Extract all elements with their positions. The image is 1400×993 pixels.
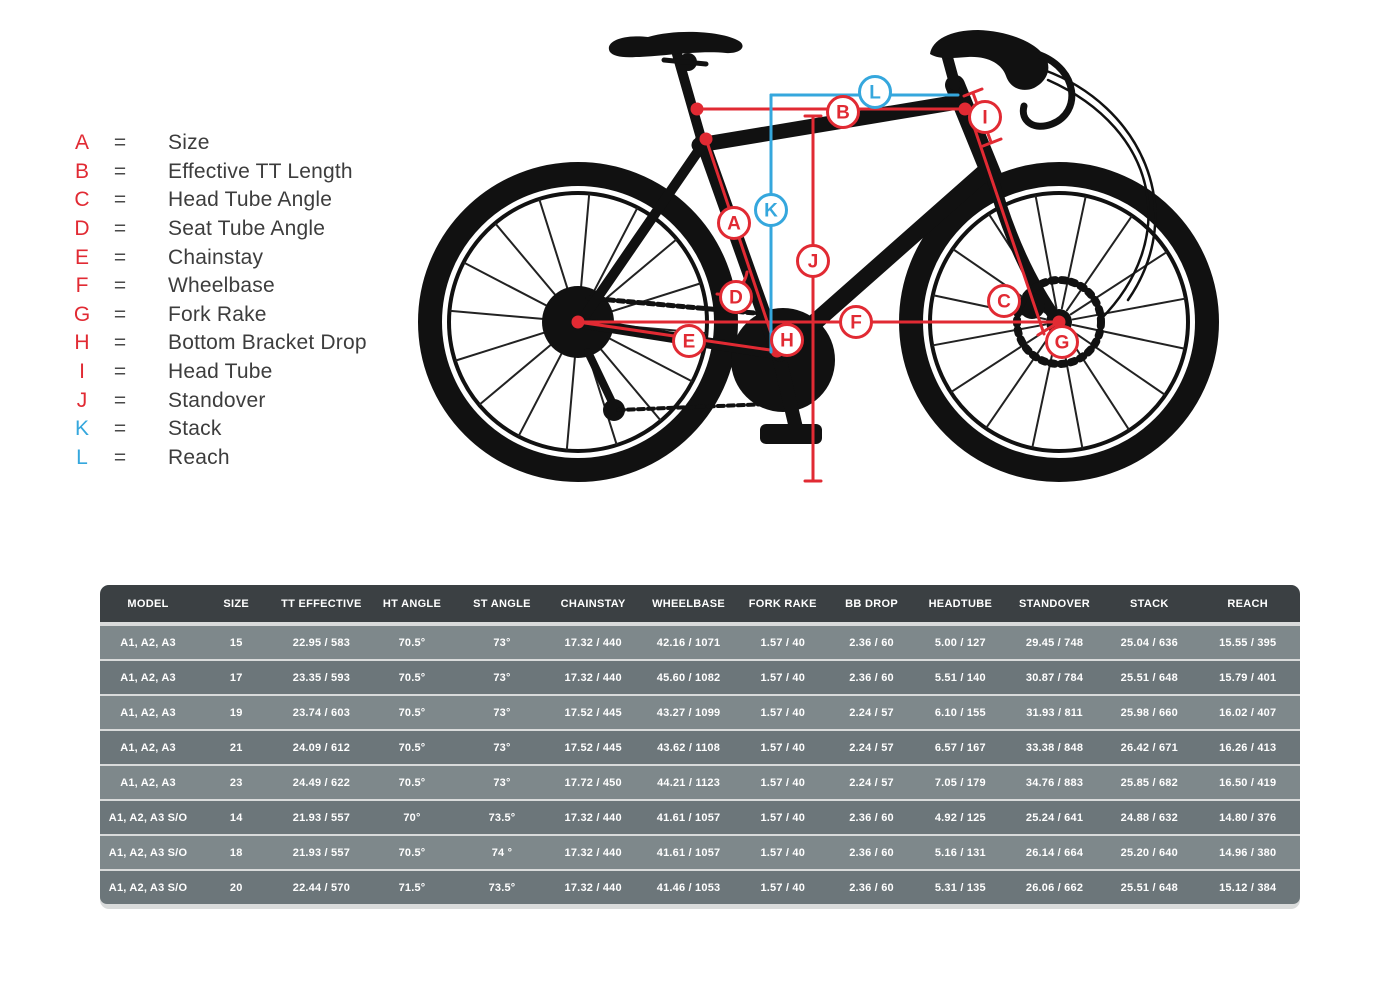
table-cell: 21	[229, 741, 243, 754]
table-cell: 2.24 / 57	[849, 776, 894, 789]
table-cell: 17.72 / 450	[564, 776, 622, 789]
table-cell: 15.12 / 384	[1219, 881, 1277, 894]
table-cell: A1, A2, A3	[120, 671, 176, 684]
table-cell: A1, A2, A3	[120, 741, 176, 754]
table-cell: 25.85 / 682	[1120, 776, 1178, 789]
table-cell: 16.50 / 419	[1219, 776, 1277, 789]
table-cell: 1.57 / 40	[760, 776, 806, 789]
callout-letter: D	[729, 287, 743, 309]
table-cell: 1.57 / 40	[760, 706, 806, 719]
table-cell: 41.46 / 1053	[656, 881, 721, 894]
table-cell: 44.21 / 1123	[657, 776, 721, 789]
callout-H	[772, 325, 803, 356]
column-header: HEADTUBE	[928, 597, 993, 610]
table-cell: 2.36 / 60	[849, 671, 894, 684]
table-cell: 2.36 / 60	[849, 636, 894, 649]
legend-label: Reach	[168, 445, 230, 469]
column-header: ST ANGLE	[473, 597, 531, 610]
table-cell: 23	[229, 776, 243, 789]
callout-letter: E	[682, 331, 696, 353]
saddle-rail	[664, 60, 706, 64]
geometry-table	[100, 585, 1300, 909]
table-row	[100, 626, 1300, 659]
table-cell: 73°	[493, 671, 511, 684]
table-cell: 1.57 / 40	[760, 811, 806, 824]
table-cell: 5.16 / 131	[934, 846, 986, 859]
table-cell: 17.32 / 440	[564, 671, 622, 684]
table-cell: 70.5°	[398, 741, 426, 754]
table-cell: 31.93 / 811	[1026, 706, 1083, 719]
table-cell: 73°	[493, 636, 511, 649]
column-header: FORK RAKE	[748, 597, 817, 610]
callout-I	[970, 102, 1001, 133]
table-cell: 2.36 / 60	[849, 881, 894, 894]
callout-F	[841, 307, 872, 338]
table-cell: 25.20 / 640	[1120, 846, 1178, 859]
column-header: MODEL	[127, 597, 169, 610]
legend-label: Chainstay	[168, 245, 264, 269]
table-cell: 29.45 / 748	[1025, 636, 1084, 649]
spoke	[1073, 325, 1185, 349]
table-cell: 23.74 / 603	[292, 706, 351, 719]
legend-equals: =	[113, 302, 127, 326]
table-cell: 15.55 / 395	[1219, 636, 1277, 649]
table-cell: 16.26 / 413	[1219, 741, 1277, 754]
table-cell: 17.52 / 445	[564, 741, 622, 754]
table-cell: 1.57 / 40	[760, 881, 806, 894]
table-cell: 25.04 / 636	[1120, 636, 1178, 649]
table-cell: 21.93 / 557	[292, 846, 351, 859]
table-cell: 17	[229, 671, 243, 684]
table-cell: 4.92 / 125	[934, 811, 986, 824]
table-cell: 70.5°	[398, 776, 426, 789]
column-header: BB DROP	[845, 597, 898, 610]
table-cell: 41.61 / 1057	[656, 811, 721, 824]
table-cell: 17.52 / 445	[564, 706, 622, 719]
table-cell: 73.5°	[488, 811, 516, 824]
saddle	[609, 32, 743, 57]
column-header: CHAINSTAY	[560, 597, 626, 610]
callout-K	[756, 195, 787, 226]
legend-equals: =	[113, 360, 127, 384]
table-cell: 1.57 / 40	[760, 741, 806, 754]
table-row	[100, 661, 1300, 694]
table-cell: 70.5°	[398, 671, 426, 684]
legend-letter: K	[74, 417, 89, 441]
table-cell: 22.44 / 570	[292, 881, 351, 894]
table-cell: 43.62 / 1108	[657, 741, 721, 754]
callout-letter: B	[836, 102, 850, 124]
column-header: SIZE	[223, 597, 250, 610]
table-cell: 73°	[493, 741, 511, 754]
callout-letter: C	[997, 291, 1011, 313]
callout-letter: L	[869, 82, 881, 104]
table-cell: 26.14 / 664	[1025, 846, 1084, 859]
legend-label: Effective TT Length	[168, 159, 353, 183]
table-cell: 6.57 / 167	[934, 741, 986, 754]
legend-letter: B	[74, 159, 89, 183]
table-cell: 1.57 / 40	[760, 846, 806, 859]
legend-label: Bottom Bracket Drop	[168, 331, 367, 355]
callout-letter: K	[764, 200, 778, 222]
callout-L	[860, 77, 891, 108]
legend-label: Stack	[168, 417, 222, 441]
table-cell: 23.35 / 593	[292, 671, 351, 684]
legend-letter: D	[74, 217, 90, 241]
table-cell: 25.51 / 648	[1120, 671, 1178, 684]
table-cell: 45.60 / 1082	[656, 671, 721, 684]
table-cell: 15	[229, 636, 243, 649]
legend-equals: =	[113, 274, 127, 298]
table-cell: 42.16 / 1071	[656, 636, 721, 649]
table-cell: A1, A2, A3	[120, 636, 176, 649]
table-row	[100, 696, 1300, 729]
table-cell: 14.80 / 376	[1219, 811, 1277, 824]
table-cell: 41.61 / 1057	[656, 846, 721, 859]
table-cell: 2.24 / 57	[849, 706, 894, 719]
table-cell: A1, A2, A3 S/O	[108, 846, 188, 859]
measurement-lines	[572, 89, 1066, 481]
legend-label: Wheelbase	[168, 274, 275, 298]
callout-letter: G	[1054, 332, 1070, 354]
legend-equals: =	[113, 159, 127, 183]
legend-letter: E	[74, 245, 89, 269]
legend-equals: =	[113, 217, 127, 241]
table-cell: 16.02 / 407	[1219, 706, 1277, 719]
legend-letter: H	[74, 331, 90, 355]
table-row	[100, 731, 1300, 764]
callout-A	[719, 208, 750, 239]
column-header: STACK	[1130, 597, 1169, 610]
table-cell: 25.98 / 660	[1120, 706, 1178, 719]
legend-letter: I	[79, 360, 85, 384]
column-header: TT EFFECTIVE	[281, 597, 362, 610]
table-cell: 74 °	[491, 846, 513, 859]
table-cell: 5.51 / 140	[934, 671, 986, 684]
legend-label: Seat Tube Angle	[168, 217, 326, 241]
table-row	[100, 766, 1300, 799]
table-cell: 26.06 / 662	[1025, 881, 1084, 894]
table-cell: 7.05 / 179	[934, 776, 986, 789]
callout-letter: F	[850, 312, 862, 334]
legend-equals: =	[113, 445, 127, 469]
table-cell: 73°	[493, 706, 511, 719]
legend-label: Head Tube Angle	[168, 188, 333, 212]
table-cell: 73.5°	[488, 881, 516, 894]
table-body	[100, 626, 1300, 904]
legend-label: Size	[168, 131, 210, 155]
legend-equals: =	[113, 245, 127, 269]
legend-equals: =	[113, 417, 127, 441]
legend-label: Fork Rake	[168, 302, 267, 326]
callout-C	[989, 286, 1020, 317]
dot-rear-hub	[572, 316, 585, 329]
table-cell: A1, A2, A3	[120, 706, 176, 719]
table-cell: 6.10 / 155	[934, 706, 986, 719]
legend-equals: =	[113, 388, 127, 412]
callout-J	[798, 246, 829, 277]
table-cell: A1, A2, A3 S/O	[108, 811, 188, 824]
table-cell: 21.93 / 557	[292, 811, 351, 824]
table-cell: 2.24 / 57	[849, 741, 894, 754]
legend-letter: J	[76, 388, 88, 412]
table-cell: 71.5°	[398, 881, 426, 894]
column-header: REACH	[1227, 597, 1268, 610]
table-cell: 17.32 / 440	[564, 636, 622, 649]
table-cell: 22.95 / 583	[292, 636, 351, 649]
table-cell: 14.96 / 380	[1219, 846, 1277, 859]
table-cell: 24.49 / 622	[292, 776, 351, 789]
callout-G	[1047, 327, 1078, 358]
legend-letter: L	[76, 445, 88, 469]
legend-equals: =	[113, 131, 127, 155]
table-cell: 34.76 / 883	[1025, 776, 1084, 789]
table-cell: 2.36 / 60	[849, 811, 894, 824]
table-cell: 18	[229, 846, 243, 859]
dot-seatpost	[691, 103, 704, 116]
legend-equals: =	[113, 331, 127, 355]
callout-letter: H	[780, 330, 794, 352]
table-cell: 17.32 / 440	[564, 881, 622, 894]
table-cell: 14	[229, 811, 243, 824]
callout-D	[721, 282, 752, 313]
column-header: HT ANGLE	[382, 597, 442, 610]
callout-B	[828, 97, 859, 128]
column-header: WHEELBASE	[652, 597, 726, 610]
table-cell: 5.00 / 127	[934, 636, 986, 649]
legend-equals: =	[113, 188, 127, 212]
table-cell: 24.09 / 612	[292, 741, 351, 754]
table-cell: 5.31 / 135	[934, 881, 986, 894]
legend-letter: A	[74, 131, 89, 155]
table-cell: 25.51 / 648	[1120, 881, 1178, 894]
column-header: STANDOVER	[1019, 597, 1090, 610]
table-cell: 70°	[403, 811, 421, 824]
table-cell: 73°	[493, 776, 511, 789]
table-cell: 33.38 / 848	[1025, 741, 1084, 754]
table-cell: A1, A2, A3 S/O	[108, 881, 188, 894]
table-row	[100, 801, 1300, 834]
table-cell: 2.36 / 60	[849, 846, 894, 859]
table-cell: 25.24 / 641	[1025, 811, 1084, 824]
table-cell: 1.57 / 40	[760, 636, 806, 649]
legend-label: Standover	[168, 388, 266, 412]
table-row	[100, 871, 1300, 904]
table-cell: 19	[229, 706, 243, 719]
legend-letter: F	[75, 274, 89, 298]
table-cell: 20	[229, 881, 243, 894]
table-cell: 70.5°	[398, 636, 426, 649]
callout-letter: A	[727, 213, 741, 235]
table-cell: 15.79 / 401	[1219, 671, 1277, 684]
callout-letter: J	[807, 251, 819, 273]
table-cell: 30.87 / 784	[1025, 671, 1084, 684]
legend-label: Head Tube	[168, 360, 273, 384]
callout-E	[674, 326, 705, 357]
dot-seatclamp	[700, 133, 713, 146]
table-cell: 70.5°	[398, 706, 426, 719]
table-cell: 17.32 / 440	[564, 846, 622, 859]
table-cell: 17.32 / 440	[564, 811, 622, 824]
callout-letter: I	[982, 107, 988, 129]
table-cell: A1, A2, A3	[120, 776, 176, 789]
table-header-row	[100, 585, 1300, 622]
table-cell: 70.5°	[398, 846, 426, 859]
table-cell: 1.57 / 40	[760, 671, 806, 684]
table-cell: 26.42 / 671	[1120, 741, 1178, 754]
table-cell: 24.88 / 632	[1120, 811, 1178, 824]
legend-letter: G	[73, 302, 91, 326]
table-row	[100, 836, 1300, 869]
legend-letter: C	[74, 188, 90, 212]
table-cell: 43.27 / 1099	[656, 706, 721, 719]
